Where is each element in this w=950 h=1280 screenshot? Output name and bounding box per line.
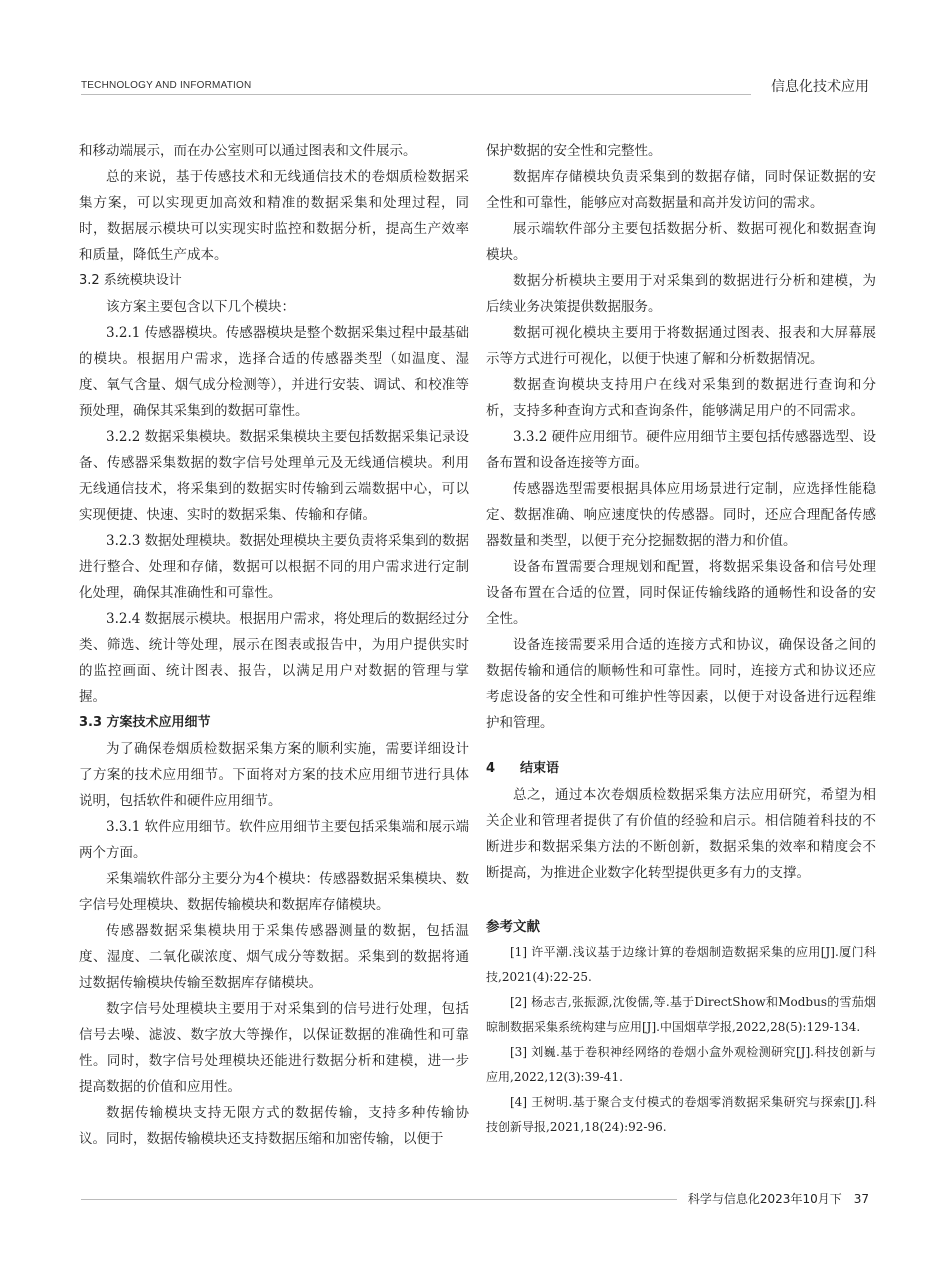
reference-item: [2] 杨志吉,张振源,沈俊儒,等.基于DirectShow和Modbus的雪茄烟晾制数据采集系统构建与应用[J].中国烟草学报,2022,28(5):129-134. bbox=[486, 995, 876, 1034]
page-number: 37 bbox=[853, 1192, 869, 1206]
paragraph: 传感器选型需要根据具体应用场景进行定制，应选择性能稳定、数据准确、响应速度快的传感器。同时，还应合理配备传感器数量和类型，以便于充分挖掘数据的潜力和价值。 bbox=[486, 481, 876, 549]
references-heading: 参考文献 bbox=[486, 919, 540, 935]
paragraph: 数据库存储模块负责采集到的数据存储，同时保证数据的安全性和可靠性，能够应对高数据量和高并发访问的需求。 bbox=[486, 169, 876, 211]
paragraph: 数据查询模块支持用户在线对采集到的数据进行查询和分析，支持多种查询方式和查询条件，能够满足用户的不同需求。 bbox=[486, 377, 876, 419]
paragraph: 3.2.2 数据采集模块。数据采集模块主要包括数据采集记录设备、传感器采集数据的数字信号处理单元及无线通信模块。利用无线通信技术，将采集到的数据实时传输到云端数据中心，可以实现便捷、快速、实时的数据采集、传输和存储。 bbox=[79, 429, 469, 523]
left-column bbox=[79, 138, 469, 1152]
section-heading-3-2: 3.2 系统模块设计 bbox=[79, 273, 182, 288]
paragraph: 数据分析模块主要用于对采集到的数据进行分析和建模，为后续业务决策提供数据服务。 bbox=[486, 273, 876, 315]
section-heading-4 bbox=[486, 756, 876, 782]
footer-divider bbox=[81, 1199, 677, 1200]
paragraph: 数据传输模块支持无限方式的数据传输，支持多种传输协议。同时，数据传输模块还支持数据压缩和加密传输，以便于 bbox=[79, 1105, 469, 1147]
paragraph: 采集端软件部分主要分为4个模块：传感器数据采集模块、数字信号处理模块、数据传输模块和数据库存储模块。 bbox=[79, 871, 469, 913]
paragraph: 总之，通过本次卷烟质检数据采集方法应用研究，希望为相关企业和管理者提供了有价值的经验和启示。相信随着科技的不断进步和数据采集方法的不断创新，数据采集的效率和精度会不断提高，为推进企业数字化转型提供更多有力的支撑。 bbox=[486, 787, 876, 881]
section-title: 结束语 bbox=[520, 761, 560, 776]
paragraph: 传感器数据采集模块用于采集传感器测量的数据，包括温度、湿度、二氧化碳浓度、烟气成分等数据。采集到的数据将通过数据传输模块传输至数据库存储模块。 bbox=[79, 923, 469, 991]
paragraph: 总的来说，基于传感技术和无线通信技术的卷烟质检数据采集方案，可以实现更加高效和精准的数据采集和处理过程，同时，数据展示模块可以实现实时监控和数据分析，提高生产效率和质量，降低生产成本。 bbox=[79, 169, 469, 263]
reference-item: [1] 许平潮.浅议基于边缘计算的卷烟制造数据采集的应用[J].厦门科技,2021(4):22-25. bbox=[486, 945, 876, 984]
running-header-english: TECHNOLOGY AND INFORMATION bbox=[81, 80, 252, 91]
paragraph: 数字信号处理模块主要用于对采集到的信号进行处理，包括信号去噪、滤波、数字放大等操作，以保证数据的准确性和可靠性。同时，数字信号处理模块还能进行数据分析和建模，进一步提高数据的价值和应用性。 bbox=[79, 1001, 469, 1095]
reference-item: [4] 王树明.基于聚合支付模式的卷烟零消数据采集研究与探索[J].科技创新导报,2021,18(24):92-96. bbox=[486, 1095, 876, 1134]
section-number: 4 bbox=[486, 761, 496, 776]
paragraph: 3.2.3 数据处理模块。数据处理模块主要负责将采集到的数据进行整合、处理和存储，数据可以根据不同的用户需求进行定制化处理，确保其准确性和可靠性。 bbox=[79, 533, 469, 601]
paragraph: 3.3.2 硬件应用细节。硬件应用细节主要包括传感器选型、设备布置和设备连接等方面。 bbox=[486, 429, 876, 471]
right-column bbox=[486, 138, 876, 1140]
paragraph: 数据可视化模块主要用于将数据通过图表、报表和大屏幕展示等方式进行可视化，以便于快速了解和分析数据情况。 bbox=[486, 325, 876, 367]
paragraph: 3.2.1 传感器模块。传感器模块是整个数据采集过程中最基础的模块。根据用户需求，选择合适的传感器类型（如温度、湿度、氧气含量、烟气成分检测等），并进行安装、调试、和校准等预处理，确保其采集到的数据可靠性。 bbox=[79, 325, 469, 419]
header-divider bbox=[81, 94, 751, 95]
section-heading-3-3: 3.3 方案技术应用细节 bbox=[79, 715, 211, 730]
paragraph: 设备布置需要合理规划和配置，将数据采集设备和信号处理设备布置在合适的位置，同时保证传输线路的通畅性和设备的安全性。 bbox=[486, 559, 876, 627]
page-footer bbox=[688, 1190, 869, 1207]
paragraph: 该方案主要包含以下几个模块： bbox=[106, 299, 295, 315]
paragraph: 和移动端展示，而在办公室则可以通过图表和文件展示。 bbox=[79, 143, 417, 159]
reference-item: [3] 刘巍.基于卷积神经网络的卷烟小盒外观检测研究[J].科技创新与应用,2022,12(3):39-41. bbox=[486, 1045, 876, 1084]
paragraph: 3.3.1 软件应用细节。软件应用细节主要包括采集端和展示端两个方面。 bbox=[79, 819, 469, 861]
paragraph: 3.2.4 数据展示模块。根据用户需求，将处理后的数据经过分类、筛选、统计等处理，展示在图表或报告中，为用户提供实时的监控画面、统计图表、报告，以满足用户对数据的管理与掌握。 bbox=[79, 611, 469, 705]
paragraph: 展示端软件部分主要包括数据分析、数据可视化和数据查询模块。 bbox=[486, 221, 876, 263]
paragraph: 设备连接需要采用合适的连接方式和协议，确保设备之间的数据传输和通信的顺畅性和可靠性。同时，连接方式和协议还应考虑设备的安全性和可维护性等因素，以便于对设备进行远程维护和管理。 bbox=[486, 637, 876, 731]
paragraph: 保护数据的安全性和完整性。 bbox=[486, 143, 662, 159]
paragraph: 为了确保卷烟质检数据采集方案的顺利实施，需要详细设计了方案的技术应用细节。下面将对方案的技术应用细节进行具体说明，包括软件和硬件应用细节。 bbox=[79, 741, 469, 809]
journal-issue: 科学与信息化2023年10月下 bbox=[687, 1192, 842, 1206]
running-header-section: 信息化技术应用 bbox=[771, 79, 869, 95]
